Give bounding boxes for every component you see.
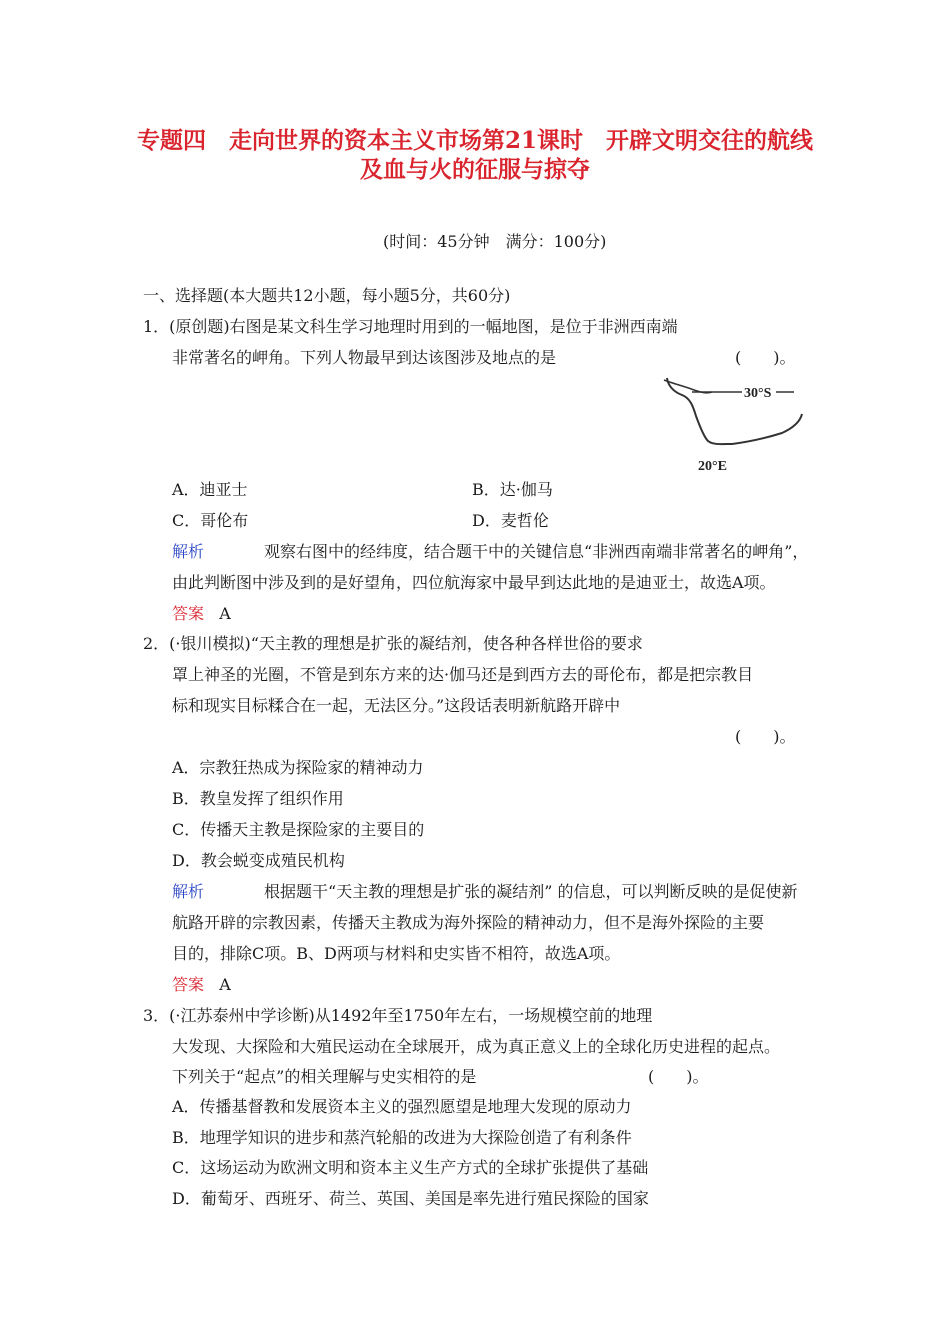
q2-stem-line2: 罩上神圣的光圈，不管是到东方来的达·伽马还是到西方去的哥伦布，都是把宗教目 xyxy=(172,665,754,684)
q2-answer-label: 答案 xyxy=(172,975,205,994)
longitude-label: 20°E xyxy=(698,459,727,474)
q2-analysis-label: 解析 xyxy=(172,882,205,901)
q2-option-d: D．教会蜕变成殖民机构 xyxy=(172,851,345,870)
q2-option-a: A．宗教狂热成为探险家的精神动力 xyxy=(172,758,424,777)
q2-stem-line3: 标和现实目标糅合在一起，无法区分。”这段话表明新航路开辟中 xyxy=(172,696,621,715)
q1-answer-value: A xyxy=(219,604,231,623)
q2-analysis-line1 xyxy=(172,882,797,902)
q3-answer-bracket: ( )。 xyxy=(648,1067,709,1086)
q3-option-b: B．地理学知识的进步和蒸汽轮船的改进为大探险创造了有利条件 xyxy=(172,1128,632,1147)
page-title-line1: 专题四 走向世界的资本主义市场第21课时 开辟文明交往的航线 xyxy=(136,127,813,154)
q3-stem-line3: 下列关于“起点”的相关理解与史实相符的是 xyxy=(172,1067,477,1086)
q1-stem-line2: 非常著名的岬角。下列人物最早到达该图涉及地点的是 xyxy=(172,348,557,367)
q3-option-d: D．葡萄牙、西班牙、荷兰、英国、美国是率先进行殖民探险的国家 xyxy=(172,1189,649,1208)
q3-option-c: C．这场运动为欧洲文明和资本主义生产方式的全球扩张提供了基础 xyxy=(172,1158,649,1177)
q1-analysis-text1: 观察右图中的经纬度，结合题干中的关键信息“非洲西南端非常著名的岬角”， xyxy=(264,542,809,561)
q1-answer xyxy=(172,604,231,624)
q1-analysis-label: 解析 xyxy=(172,542,205,561)
time-info: (时间：45分钟 满分：100分) xyxy=(383,232,607,251)
q2-option-c: C．传播天主教是探险家的主要目的 xyxy=(172,820,425,839)
q1-stem-line1: 1．(原创题)右图是某文科生学习地理时用到的一幅地图，是位于非洲西南端 xyxy=(143,317,678,336)
q1-analysis-line2: 由此判断图中涉及到的是好望角，四位航海家中最早到达此地的是迪亚士，故选A项。 xyxy=(172,573,776,592)
q1-answer-label: 答案 xyxy=(172,604,205,623)
q1-option-b: B．达·伽马 xyxy=(472,480,553,499)
q2-option-b: B．教皇发挥了组织作用 xyxy=(172,789,344,808)
q1-option-d: D．麦哲伦 xyxy=(472,511,549,530)
section-heading: 一、选择题(本大题共12小题，每小题5分，共60分) xyxy=(143,286,511,305)
q3-stem-line2: 大发现、大探险和大殖民运动在全球展开，成为真正意义上的全球化历史进程的起点。 xyxy=(172,1037,781,1056)
q2-analysis-line2: 航路开辟的宗教因素，传播天主教成为海外探险的精神动力，但不是海外探险的主要 xyxy=(172,913,765,932)
q3-stem-line1: 3．(·江苏泰州中学诊断)从1492年至1750年左右，一场规模空前的地理 xyxy=(143,1006,653,1025)
q1-option-a: A．迪亚士 xyxy=(172,480,248,499)
q3-option-a: A．传播基督教和发展资本主义的强烈愿望是地理大发现的原动力 xyxy=(172,1097,632,1116)
q2-stem-line1: 2．(·银川模拟)“天主教的理想是扩张的凝结剂，使各种各样世俗的要求 xyxy=(143,634,643,653)
q2-answer xyxy=(172,975,231,995)
q2-analysis-text1: 根据题干“天主教的理想是扩张的凝结剂” 的信息，可以判断反映的是促使新 xyxy=(264,882,798,901)
q1-option-c: C．哥伦布 xyxy=(172,511,249,530)
q1-analysis-line1 xyxy=(172,542,808,562)
cape-map xyxy=(660,372,810,482)
latitude-label: 30°S xyxy=(744,386,772,401)
q2-analysis-line3: 目的，排除C项。B、D两项与材料和史实皆不相符，故选A项。 xyxy=(172,944,621,963)
q2-answer-bracket: ( )。 xyxy=(735,727,796,746)
q2-answer-value: A xyxy=(219,975,231,994)
q1-answer-bracket: ( )。 xyxy=(735,348,796,367)
page-title-line2: 及血与火的征服与掠夺 xyxy=(360,156,590,183)
